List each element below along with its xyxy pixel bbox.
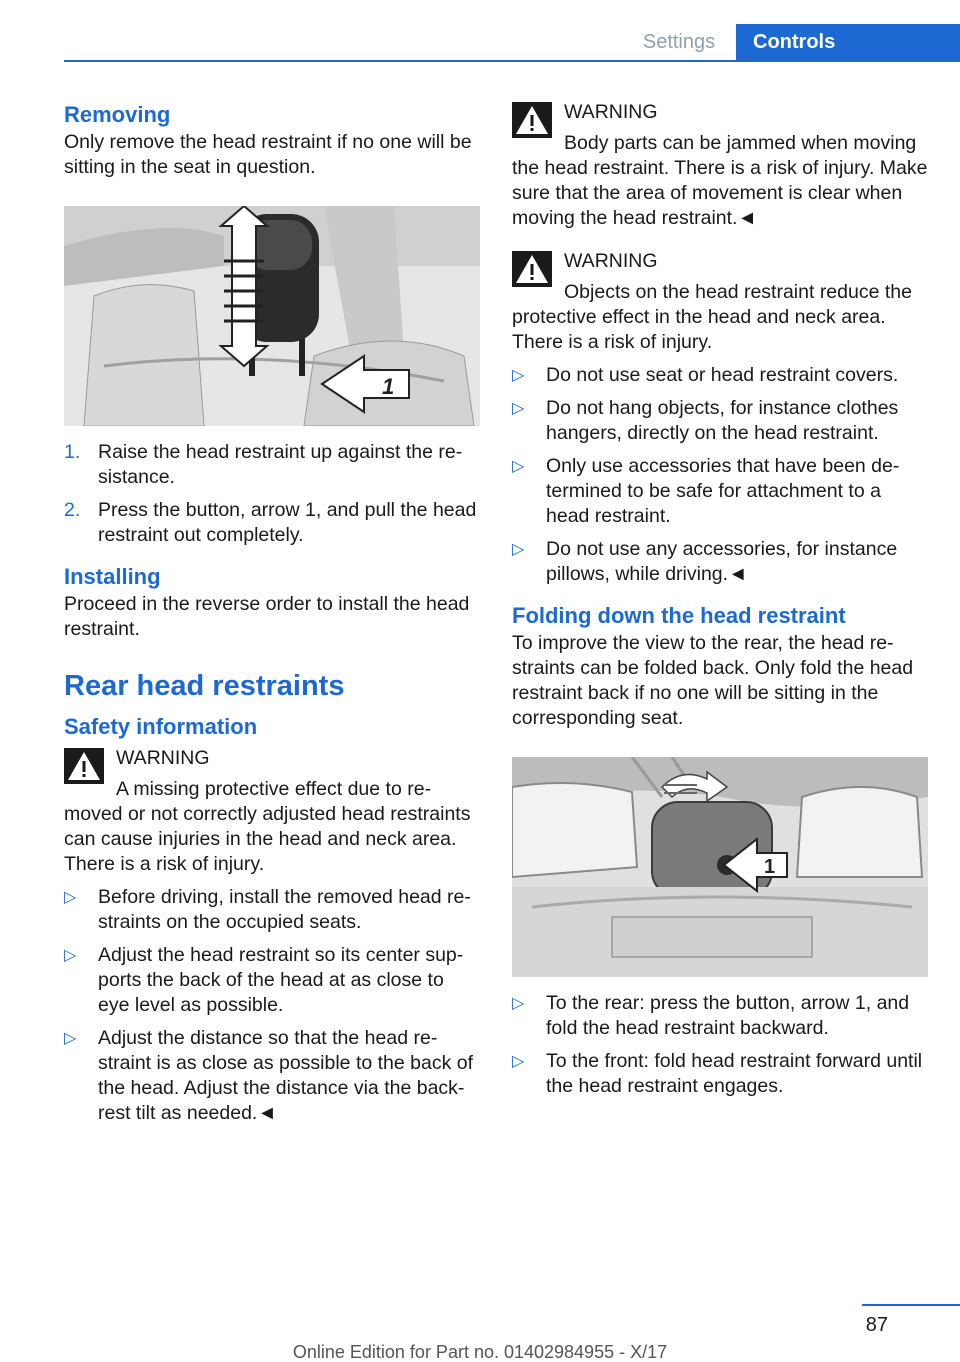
bullet-text: Do not hang objects, for instance clothes hangers, directly on the head restraint.: [546, 397, 899, 444]
left-column: [64, 100, 480, 1134]
folding-bullets: [512, 991, 928, 1099]
bullet-icon: ▷: [64, 889, 77, 906]
bullet-icon: ▷: [64, 947, 77, 964]
warning-text: Objects on the head restraint reduce the protective effect in the head and neck area. There is a risk of injury.: [512, 281, 912, 353]
warning-icon: [512, 102, 552, 138]
removing-heading: Removing: [64, 102, 171, 127]
installing-text: Proceed in the reverse order to install the head restraint.: [64, 593, 470, 640]
step-number: 1.: [64, 441, 81, 463]
accessory-bullets: [512, 363, 928, 587]
step-text: Raise the head restraint up against the resistance.: [98, 441, 463, 488]
right-column: [512, 100, 928, 1107]
step-number: 2.: [64, 499, 81, 521]
page-header: [0, 24, 960, 62]
footer-rule: [862, 1304, 960, 1306]
bullet-icon: ▷: [512, 400, 525, 417]
bullet-text: Adjust the distance so that the head restraint is as close as possible to the back of the head. Adjust the distance via the backrest tilt as needed.◄: [98, 1027, 474, 1124]
page-number: 87: [865, 1314, 888, 1336]
bullet-text: To the front: fold head restraint forward until the head restraint engages.: [546, 1050, 923, 1097]
safety-information-heading: Safety information: [64, 714, 258, 739]
list-item: [64, 498, 480, 548]
bullet-text: To the rear: press the button, arrow 1, and fold the head restraint backward.: [546, 992, 910, 1039]
bullet-icon: ▷: [512, 458, 525, 475]
figure2-callout: 1: [764, 856, 776, 878]
bullet-icon: ▷: [512, 367, 525, 384]
bullet-icon: ▷: [512, 995, 525, 1012]
list-item: [512, 1049, 928, 1099]
list-item: [64, 943, 480, 1018]
edition-line: Online Edition for Part no. 01402984955 - X/17: [292, 1342, 668, 1362]
list-item: [512, 363, 928, 388]
figure1-callout: 1: [382, 374, 395, 399]
installing-heading: Installing: [64, 564, 161, 589]
warning-icon: [512, 251, 552, 287]
warning-block: [512, 100, 928, 231]
warning-block: [512, 249, 928, 355]
list-item: [64, 885, 480, 935]
bullet-icon: ▷: [512, 541, 525, 558]
list-item: [512, 454, 928, 529]
warning-block: [64, 746, 480, 877]
bullet-text: Adjust the head restraint so its center supports the back of the head at as close to eye level as possible.: [98, 944, 464, 1016]
folding-text: To improve the view to the rear, the head restraints can be folded back. Only fold the head restraint back if no one will be sitting in the corresponding seat.: [512, 632, 914, 729]
warning-title: WARNING: [564, 101, 658, 123]
tab-settings[interactable]: Settings: [622, 24, 736, 60]
bullet-icon: ▷: [64, 1030, 77, 1047]
bullet-icon: ▷: [512, 1053, 525, 1070]
bullet-text: Only use accessories that have been determined to be safe for attachment to a head restraint.: [546, 455, 900, 527]
bullet-text: Do not use seat or head restraint covers.: [546, 364, 899, 386]
list-item: [64, 440, 480, 490]
bullet-text: Do not use any accessories, for instance pillows, while driving.◄: [546, 538, 898, 585]
bullet-text: Before driving, install the removed head restraints on the occupied seats.: [98, 886, 471, 933]
removal-steps: [64, 440, 480, 548]
warning-text: Body parts can be jammed when moving the head restraint. There is a risk of injury. Make sure that the area of movement is clear when moving the head restraint.◄: [512, 132, 928, 229]
list-item: [512, 991, 928, 1041]
head-restraint-removal-figure: [64, 206, 480, 426]
list-item: [64, 1026, 480, 1126]
head-restraint-folding-figure: [512, 757, 928, 977]
removing-text: Only remove the head restraint if no one will be sitting in the seat in question.: [64, 131, 472, 178]
warning-text: A missing protective effect due to removed or not correctly adjusted head restraints can cause injuries in the head and neck area. There is a risk of injury.: [64, 778, 471, 875]
safety-bullets: [64, 885, 480, 1126]
list-item: [512, 537, 928, 587]
folding-heading: Folding down the head restraint: [512, 603, 846, 628]
warning-title: WARNING: [116, 747, 210, 769]
step-text: Press the button, arrow 1, and pull the head restraint out completely.: [98, 499, 477, 546]
header-rule: [64, 60, 960, 62]
rear-head-restraints-heading: Rear head restraints: [64, 670, 345, 702]
tab-controls[interactable]: Controls: [736, 24, 960, 60]
warning-title: WARNING: [564, 250, 658, 272]
list-item: [512, 396, 928, 446]
warning-icon: [64, 748, 104, 784]
